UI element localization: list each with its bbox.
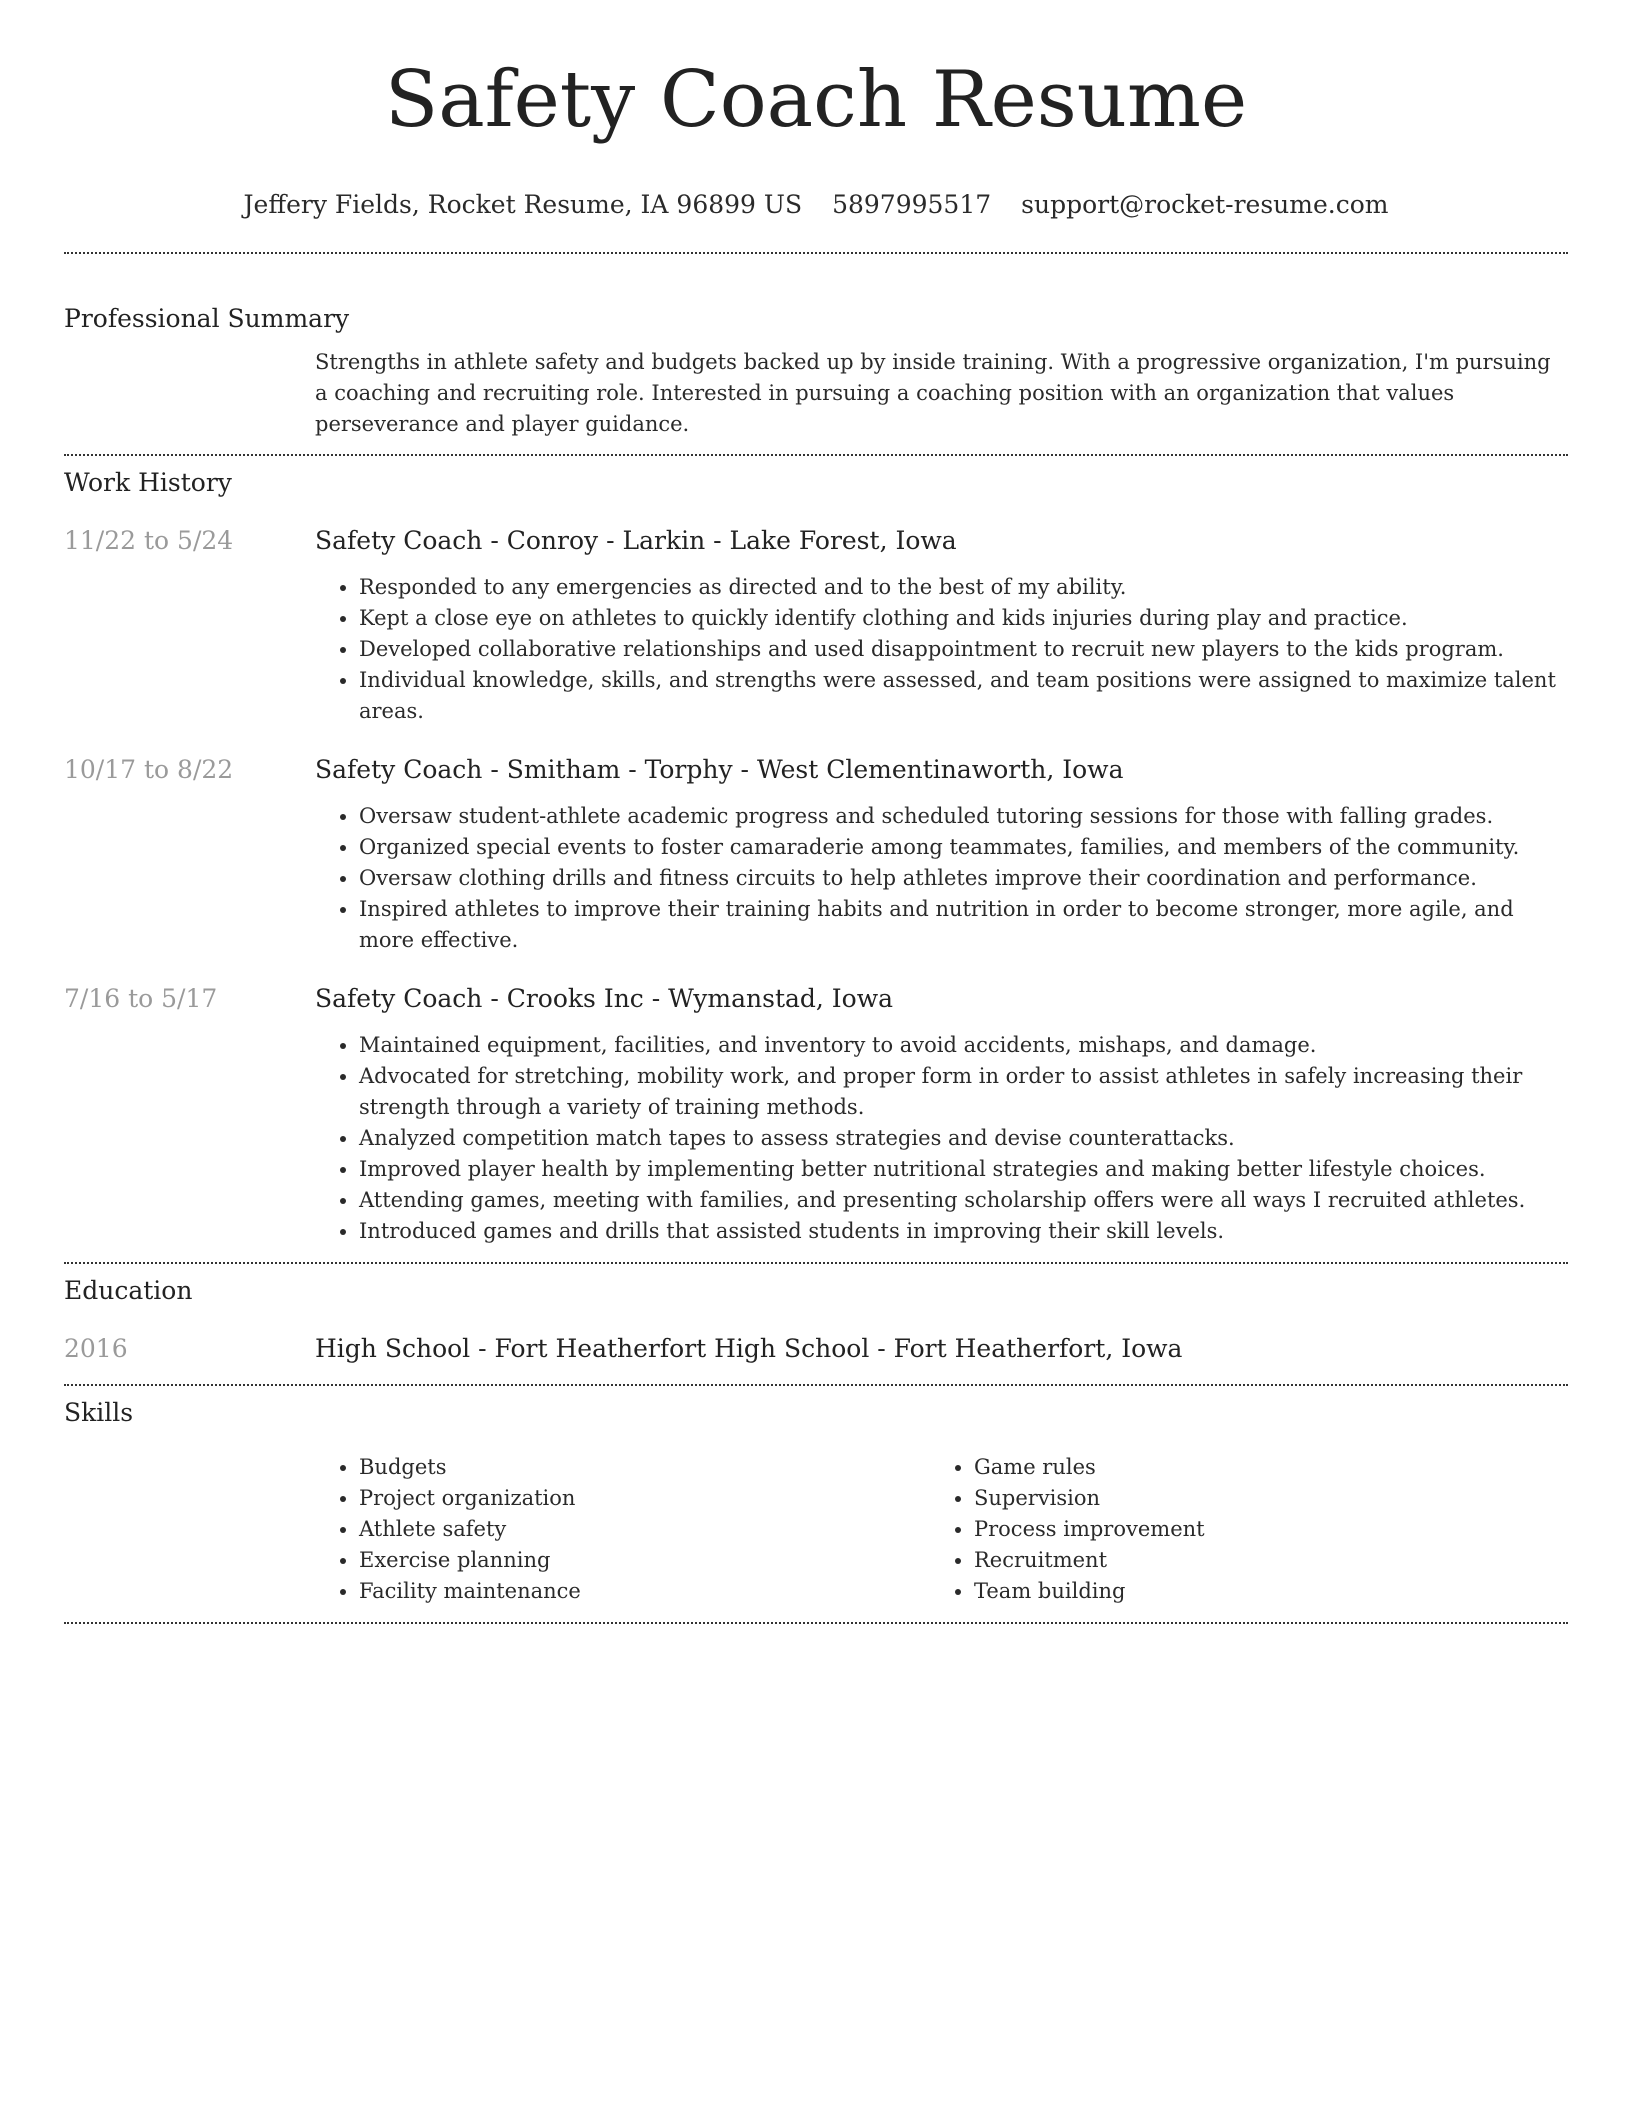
job-dates: 10/17 to 8/22 [64,755,234,784]
job-bullet: • Kept a close eye on athletes to quickly identify clothing and kids injuries during play and practice. [359,603,1568,634]
education-entry [64,1334,1568,1364]
section-divider [64,1622,1568,1624]
skill-item: • Recruitment [974,1545,1545,1576]
section-divider [64,252,1568,254]
work-history-section [0,468,1632,1247]
skills-list-right [930,1452,1545,1607]
job-dates: 11/22 to 5/24 [64,526,234,555]
job-dates: 7/16 to 5/17 [64,984,218,1013]
contact-address: Jeffery Fields, Rocket Resume, IA 96899 US [243,190,803,219]
resume-title: Safety Coach Resume [384,55,1248,145]
job-bullet: • Advocated for stretching, mobility work, and proper form in order to assist athletes in safely increasing their strength through a variety of training methods. [359,1061,1568,1123]
job-bullet: • Attending games, meeting with families, and presenting scholarship offers were all ways I recruited athletes. [359,1185,1568,1216]
contact-phone: 5897995517 [832,190,992,219]
job-bullets [315,801,1568,956]
job-entry [64,984,1568,1247]
education-section [0,1276,1632,1364]
job-bullet: • Oversaw student-athlete academic progress and scheduled tutoring sessions for those with falling grades. [359,801,1568,832]
job-bullet: • Responded to any emergencies as directed and to the best of my ability. [359,572,1568,603]
job-title: Safety Coach - Smitham - Torphy - West Clementinaworth, Iowa [315,755,1124,784]
education-title: High School - Fort Heatherfort High School - Fort Heatherfort, Iowa [315,1334,1183,1363]
skills-list-left [315,1452,930,1607]
job-bullet: • Maintained equipment, facilities, and inventory to avoid accidents, mishaps, and damage. [359,1030,1568,1061]
job-entry [64,755,1568,956]
job-bullets [315,572,1568,727]
job-bullet: • Improved player health by implementing better nutritional strategies and making better lifestyle choices. [359,1154,1568,1185]
skill-item: • Exercise planning [359,1545,930,1576]
job-bullet: • Developed collaborative relationships and used disappointment to recruit new players to the kids program. [359,634,1568,665]
education-date: 2016 [64,1334,128,1363]
summary-section [0,304,1632,440]
skill-item: • Process improvement [974,1514,1545,1545]
skill-item: • Facility maintenance [359,1576,930,1607]
skill-item: • Team building [974,1576,1545,1607]
section-divider [64,1384,1568,1386]
contact-email: support@rocket-resume.com [1021,190,1389,219]
section-divider [64,1262,1568,1264]
job-bullet: • Individual knowledge, skills, and strengths were assessed, and team positions were assigned to maximize talent areas. [359,665,1568,727]
skill-item: • Project organization [359,1483,930,1514]
job-bullets [315,1030,1568,1247]
education-heading: Education [64,1276,193,1305]
resume-header [0,0,1632,220]
skill-item: • Supervision [974,1483,1545,1514]
job-bullet: • Oversaw clothing drills and fitness circuits to help athletes improve their coordination and performance. [359,863,1568,894]
work-history-heading: Work History [64,468,232,497]
contact-line [0,190,1632,220]
job-title: Safety Coach - Crooks Inc - Wymanstad, Iowa [315,984,894,1013]
summary-heading: Professional Summary [64,304,350,333]
skills-columns [315,1452,1568,1607]
skill-item: • Budgets [359,1452,930,1483]
section-divider [64,454,1568,456]
job-bullet: • Inspired athletes to improve their training habits and nutrition in order to become stronger, more agile, and more effective. [359,894,1568,956]
job-title: Safety Coach - Conroy - Larkin - Lake Forest, Iowa [315,526,957,555]
job-entry [64,526,1568,727]
skills-section [0,1398,1632,1607]
job-bullet: • Organized special events to foster camaraderie among teammates, families, and members of the community. [359,832,1568,863]
summary-text: Strengths in athlete safety and budgets backed up by inside training. With a progressive organization, I'm pursuing a coaching and recruiting role. Interested in pursuing a coaching position with an organization that values perseverance and player guidance. [315,350,1551,436]
skill-item: • Athlete safety [359,1514,930,1545]
skill-item: • Game rules [974,1452,1545,1483]
job-bullet: • Analyzed competition match tapes to assess strategies and devise counterattacks. [359,1123,1568,1154]
job-bullet: • Introduced games and drills that assisted students in improving their skill levels. [359,1216,1568,1247]
skills-heading: Skills [64,1398,134,1427]
